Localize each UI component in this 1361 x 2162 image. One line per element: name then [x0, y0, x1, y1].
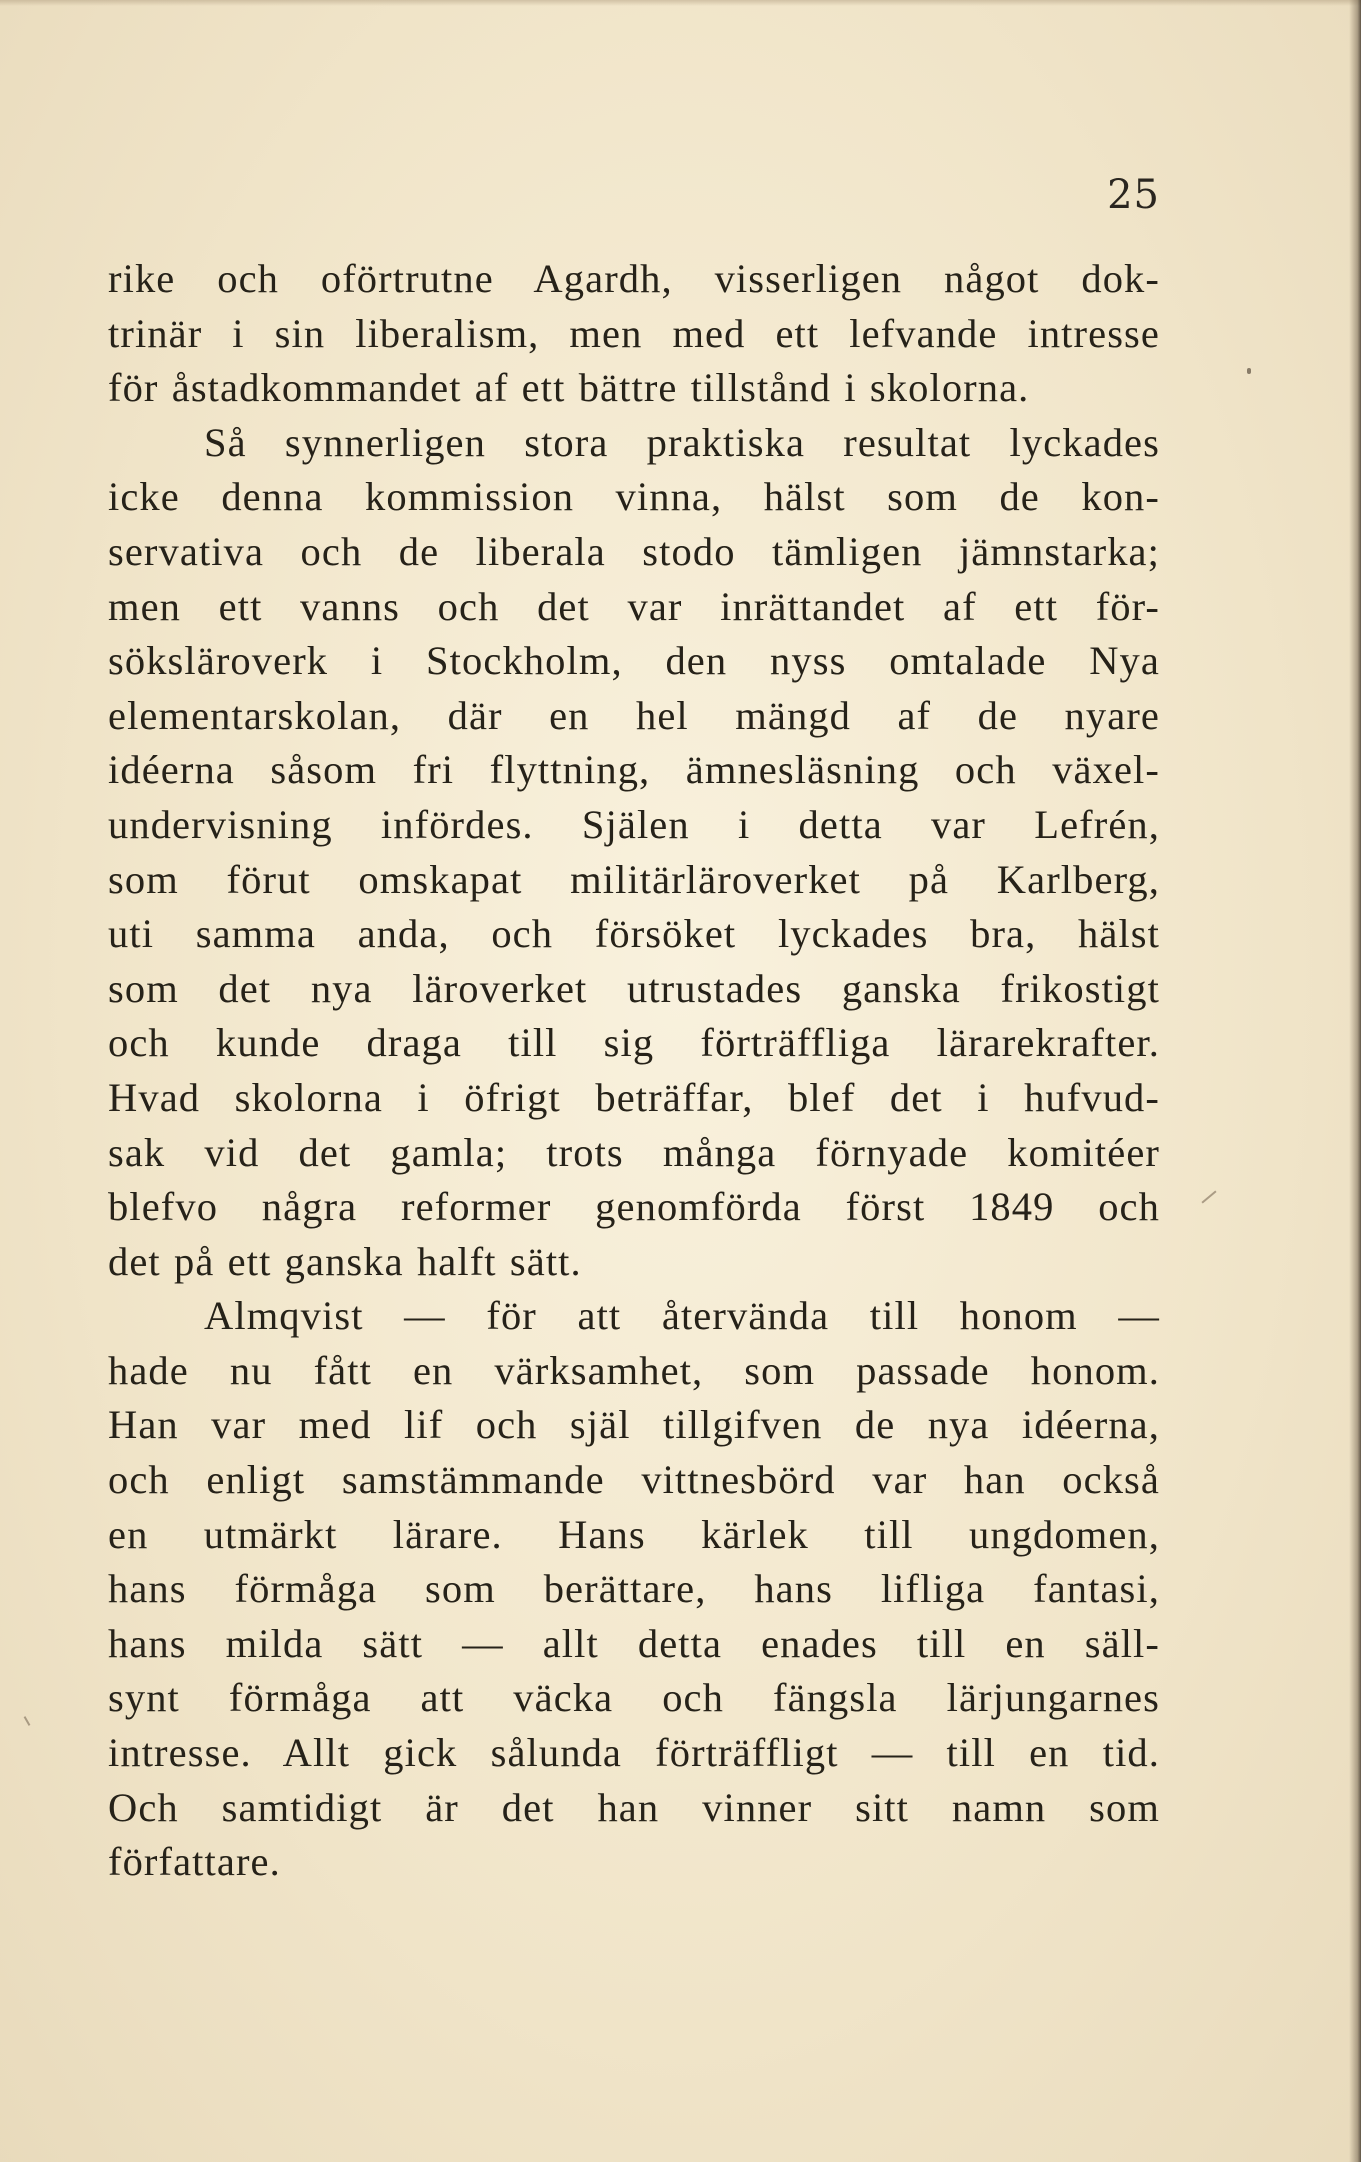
text-line: Och samtidigt är det han vinner sitt namn som — [108, 1784, 1160, 1830]
paper-mark — [1201, 1190, 1216, 1203]
text-line: trinär i sin liberalism, men med ett lefvande intresse — [108, 310, 1160, 356]
text-line: elementarskolan, där en hel mängd af de nyare — [108, 692, 1160, 738]
text-line: blefvo några reformer genomförda först 1849 och — [108, 1184, 1160, 1230]
text-line: Han var med lif och själ tillgifven de nya idéerna, — [108, 1402, 1160, 1448]
text-line: intresse. Allt gick sålunda förträffligt — till en tid. — [108, 1730, 1160, 1776]
page-number: 25 — [1107, 172, 1160, 218]
text-line: sak vid det gamla; trots många förnyade komitéer — [108, 1129, 1160, 1175]
paper-mark — [24, 1716, 31, 1726]
text-line: idéerna såsom fri flyttning, ämnesläsning och växel- — [108, 747, 1160, 793]
text-line: uti samma anda, och försöket lyckades bra, hälst — [108, 911, 1160, 957]
text-line: icke denna kommission vinna, hälst som de kon- — [108, 474, 1160, 520]
page-right-edge-shadow — [1349, 0, 1361, 2162]
text-line: synt förmåga att väcka och fängsla lärjungarnes — [108, 1675, 1160, 1721]
text-line: Hvad skolorna i öfrigt beträffar, blef det i hufvud- — [108, 1074, 1160, 1120]
text-line: servativa och de liberala stodo tämligen jämnstarka; — [108, 528, 1160, 574]
text-line: hans milda sätt — allt detta enades till en säll- — [108, 1620, 1160, 1666]
text-line: Almqvist — för att återvända till honom — — [204, 1293, 1160, 1339]
text-line: Så synnerligen stora praktiska resultat lyckades — [204, 419, 1160, 465]
text-line: en utmärkt lärare. Hans kärlek till ungdomen, — [108, 1511, 1160, 1557]
body-text — [108, 252, 1160, 1890]
text-line: författare. — [108, 1839, 281, 1885]
text-line: hade nu fått en värksamhet, som passade honom. — [108, 1347, 1160, 1393]
text-line: för åstadkommandet af ett bättre tillstånd i skolorna. — [108, 365, 1030, 411]
text-line: och enligt samstämmande vittnesbörd var han också — [108, 1457, 1160, 1503]
text-line: som förut omskapat militärläroverket på Karlberg, — [108, 856, 1160, 902]
text-line: men ett vanns och det var inrättandet af ett för- — [108, 583, 1160, 629]
text-line: det på ett ganska halft sätt. — [108, 1238, 582, 1284]
paper-speck — [1247, 368, 1251, 374]
text-line: undervisning infördes. Själen i detta var Lefrén, — [108, 801, 1160, 847]
text-line: söksläroverk i Stockholm, den nyss omtalade Nya — [108, 638, 1160, 684]
text-line: som det nya läroverket utrustades ganska frikostigt — [108, 965, 1160, 1011]
text-line: och kunde draga till sig förträffliga lärarekrafter. — [108, 1020, 1160, 1066]
page-top-edge-shadow — [0, 0, 1361, 6]
text-line: rike och oförtrutne Agardh, visserligen något dok- — [108, 256, 1160, 301]
text-line: hans förmåga som berättare, hans lifliga fantasi, — [108, 1566, 1160, 1612]
